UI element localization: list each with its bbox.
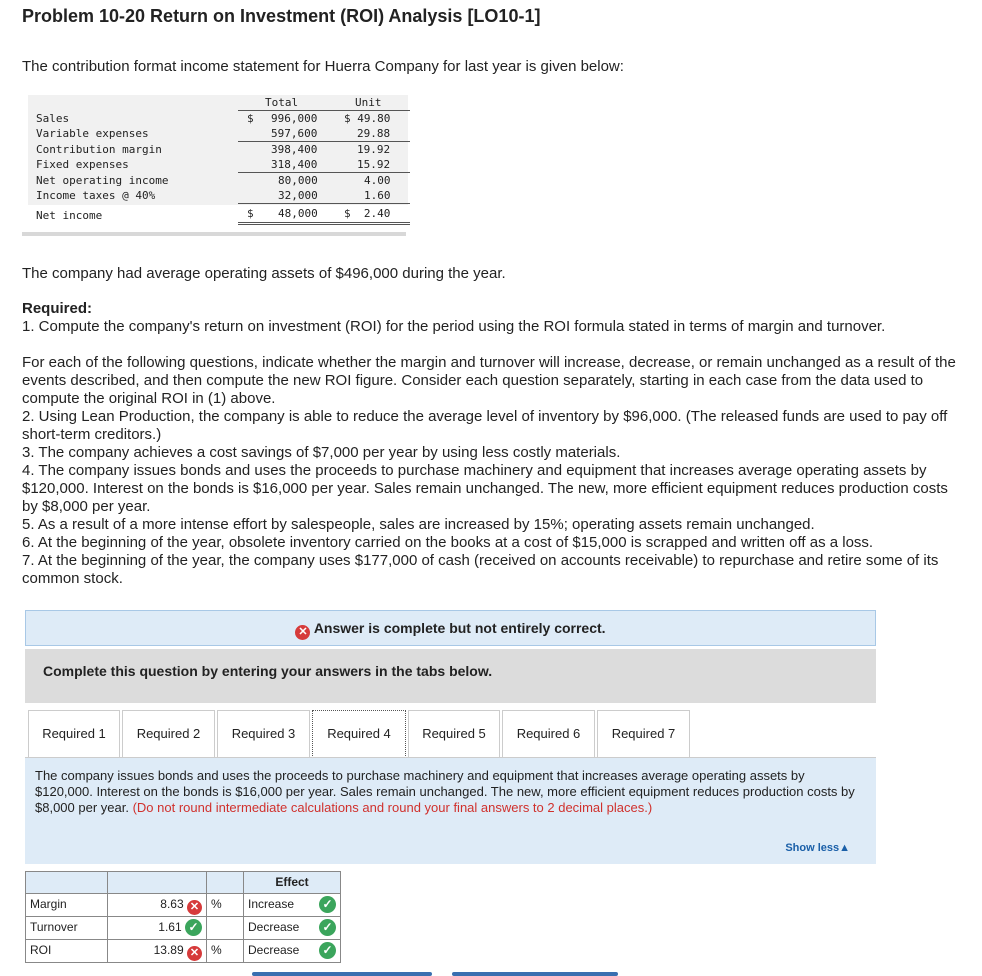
row-unit-noi: 4.00 [364, 174, 391, 187]
statement-bottom-bar [22, 232, 406, 236]
col-total-header: Total [265, 96, 299, 109]
tab-required-7[interactable]: Required 7 [597, 710, 690, 758]
tab-required-6[interactable]: Required 6 [502, 710, 595, 758]
question-2: 2. Using Lean Production, the company is able to reduce the average level of inventory by $96,000. (The released funds are used to pay off short-term creditors.) [22, 408, 948, 443]
panel-rounding-instruction: (Do not round intermediate calculations and round your final answers to 2 decimal places.) [132, 800, 653, 815]
grid-header-blank-2 [107, 871, 207, 894]
grid-header-blank-3 [206, 871, 244, 894]
margin-effect[interactable]: Increase [248, 897, 295, 911]
triangle-up-icon: ▲ [839, 842, 850, 854]
nav-button-prev[interactable] [252, 972, 432, 976]
row-label-noi: Net operating income [36, 174, 169, 187]
margin-unit: % [206, 893, 244, 917]
tab-panel [25, 758, 876, 864]
check-icon: ✓ [319, 896, 336, 913]
row-unit-cm: 19.92 [357, 143, 391, 156]
row-unit-fixed: 15.92 [357, 158, 391, 171]
row-total-variable: 597,600 [271, 127, 318, 140]
tab-required-5[interactable]: Required 5 [408, 710, 500, 758]
answer-status-text: Answer is complete but not entirely correct. [313, 620, 606, 636]
required-1-text: 1. Compute the company's return on investment (ROI) for the period using the ROI formula stated in terms of margin and turnover. [22, 318, 886, 335]
question-6: 6. At the beginning of the year, obsolete inventory carried on the books at a cost of $15,000 is scrapped and written off as a loss. [22, 534, 874, 551]
row-unit-taxes: 1.60 [364, 189, 391, 202]
row-label-fixed: Fixed expenses [36, 158, 129, 171]
row-total-net-income: 48,000 [278, 207, 318, 220]
income-statement-table [28, 95, 408, 241]
row-label-variable: Variable expenses [36, 127, 149, 140]
turnover-unit [206, 916, 244, 940]
row-total-fixed: 318,400 [271, 158, 318, 171]
check-icon: ✓ [319, 942, 336, 959]
row-total-noi: 80,000 [278, 174, 318, 187]
tab-required-1[interactable]: Required 1 [28, 710, 120, 758]
grid-header-blank-1 [25, 871, 108, 894]
row-unit-net-income: $ 2.40 [344, 207, 391, 220]
roi-effect[interactable]: Decrease [248, 943, 300, 957]
margin-label: Margin [25, 893, 108, 917]
check-icon: ✓ [185, 919, 202, 936]
assets-text: The company had average operating assets of $496,000 during the year. [22, 265, 506, 282]
row-label-net-income: Net income [36, 209, 103, 222]
panel-scenario: The company issues bonds and uses the proceeds to purchase machinery and equipment that increases average operating assets by $120,000. Interest on the bonds is $16,000 per year. Sales remain unchanged. The new, more efficient equipment reduces production costs by $8,000 per year. [35, 768, 855, 815]
row-prefix-sales: $ [247, 112, 254, 125]
error-x-icon: ✕ [295, 625, 310, 640]
turnover-label: Turnover [25, 916, 108, 940]
row-unit-variable: 29.88 [357, 127, 391, 140]
question-3: 3. The company achieves a cost savings of $7,000 per year by using less costly materials. [22, 444, 621, 461]
question-instructions: For each of the following questions, indicate whether the margin and turnover will increase, decrease, or remain unchanged as a result of the events described, and then compute the new ROI figure. Consider each question separately, starting in each case from the data used to compute the original ROI in (1) above. [22, 354, 956, 407]
tab-required-3[interactable]: Required 3 [217, 710, 310, 758]
tab-required-4[interactable]: Required 4 [312, 710, 406, 758]
tab-required-2[interactable]: Required 2 [122, 710, 215, 758]
row-total-sales: 996,000 [271, 112, 318, 125]
required-tabs [28, 710, 878, 758]
turnover-value[interactable]: 1.61 [158, 920, 182, 934]
row-label-taxes: Income taxes @ 40% [36, 189, 156, 202]
instructions-box [25, 649, 876, 703]
question-7: 7. At the beginning of the year, the company uses $177,000 of cash (received on accounts receivable) to repurchase and retire some of its common stock. [22, 552, 939, 587]
required-heading: Required: [22, 300, 93, 317]
wrong-x-icon: ✕ [187, 900, 202, 915]
question-4: 4. The company issues bonds and uses the proceeds to purchase machinery and equipment that increases average operating assets by $120,000. Interest on the bonds is $16,000 per year. Sales remain unchanged. The new, more efficient equipment reduces production costs by $8,000 per year. [22, 462, 948, 515]
check-icon: ✓ [319, 919, 336, 936]
turnover-effect-cell[interactable] [243, 916, 341, 940]
instructions-text: Complete this question by entering your answers in the tabs below. [43, 663, 493, 679]
turnover-effect[interactable]: Decrease [248, 920, 300, 934]
row-unit-sales: $ 49.80 [344, 112, 391, 125]
row-label-cm: Contribution margin [36, 143, 162, 156]
col-unit-header: Unit [355, 96, 382, 109]
margin-value[interactable]: 8.63 [160, 897, 184, 911]
wrong-x-icon: ✕ [187, 946, 202, 961]
row-prefix-net-income: $ [247, 207, 254, 220]
row-total-cm: 398,400 [271, 143, 318, 156]
roi-value-cell[interactable] [107, 939, 207, 963]
roi-value[interactable]: 13.89 [153, 943, 184, 957]
answer-status-banner [25, 610, 876, 646]
roi-label: ROI [25, 939, 108, 963]
roi-unit: % [206, 939, 244, 963]
intro-text: The contribution format income statement for Huerra Company for last year is given below: [22, 58, 624, 75]
row-total-taxes: 32,000 [278, 189, 318, 202]
turnover-value-cell[interactable] [107, 916, 207, 940]
question-list [22, 354, 967, 588]
margin-effect-cell[interactable] [243, 893, 341, 917]
effect-header: Effect [243, 871, 341, 894]
answer-grid [25, 871, 341, 964]
question-5: 5. As a result of a more intense effort by salespeople, sales are increased by 15%; operating assets remain unchanged. [22, 516, 815, 533]
page-title: Problem 10-20 Return on Investment (ROI) Analysis [LO10-1] [22, 6, 541, 26]
show-less-link[interactable]: Show less▲ [785, 842, 850, 854]
nav-button-next[interactable] [452, 972, 618, 976]
row-label-sales: Sales [36, 112, 70, 125]
roi-effect-cell[interactable] [243, 939, 341, 963]
panel-question-text [35, 768, 865, 816]
margin-value-cell[interactable] [107, 893, 207, 917]
